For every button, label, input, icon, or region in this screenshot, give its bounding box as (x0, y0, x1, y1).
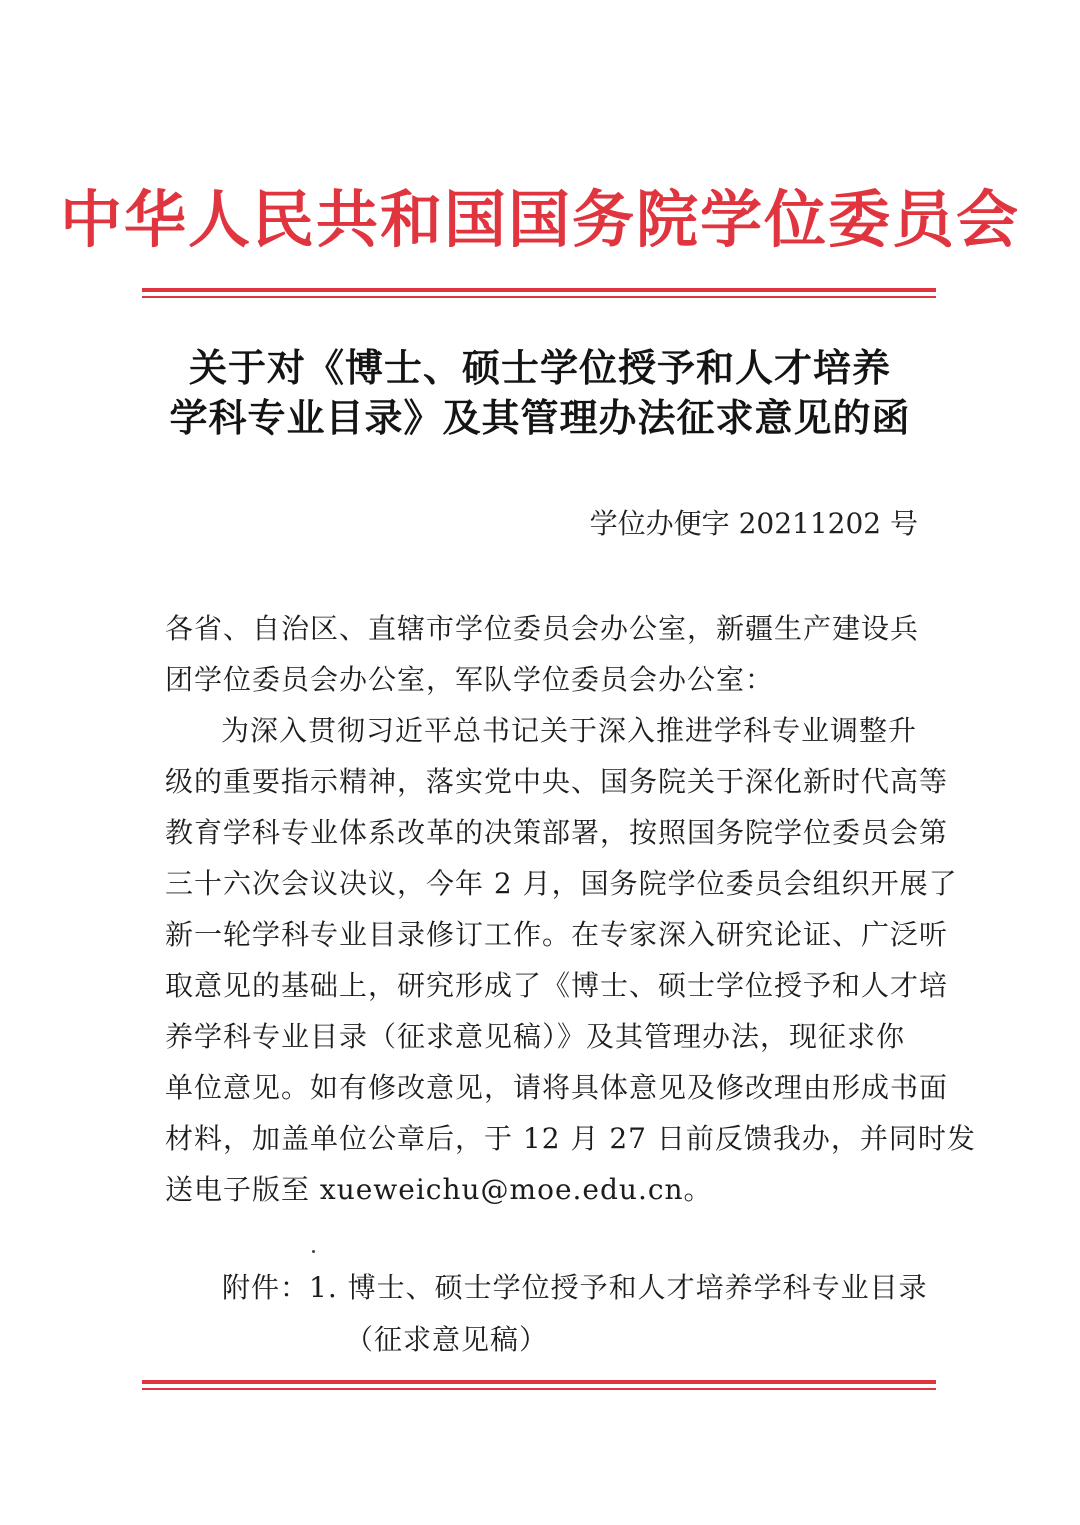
addressee-line: 团学位委员会办公室，军队学位委员会办公室： (165, 663, 775, 696)
body-line: 送电子版至 xueweichu@moe.edu.cn。 (165, 1173, 713, 1206)
body-paragraph (165, 705, 976, 1215)
red-rule-thin-line (142, 1388, 936, 1390)
header-red-rule (142, 288, 936, 298)
issuer-masthead: 中华人民共和国国务院学位委员会 (59, 183, 1020, 256)
body-line: 养学科专业目录（征求意见稿）》及其管理办法，现征求你 (165, 1020, 906, 1053)
body-line: 教育学科专业体系改革的决策部署，按照国务院学位委员会第 (165, 816, 949, 849)
body-line: 新一轮学科专业目录修订工作。在专家深入研究论证、广泛听 (165, 918, 949, 951)
red-rule-thick-line (142, 1380, 936, 1384)
document-number: 学位办便字 20211202 号 (589, 507, 918, 540)
body-line: 材料，加盖单位公章后，于 12 月 27 日前反馈我办，并同时发 (165, 1122, 976, 1155)
footer-red-rule (142, 1380, 936, 1390)
attachment-line-2: （征求意见稿） (345, 1323, 549, 1356)
red-rule-thin-line (142, 296, 936, 298)
attachment-line-1: 附件：1. 博士、硕士学位授予和人才培养学科专业目录 (222, 1271, 928, 1304)
body-line: 三十六次会议决议，今年 2 月，国务院学位委员会组织开展了 (165, 867, 958, 900)
body-line: 取意见的基础上，研究形成了《博士、硕士学位授予和人才培 (165, 969, 949, 1002)
body-line: 单位意见。如有修改意见，请将具体意见及修改理由形成书面 (165, 1071, 949, 1104)
document-title-line-2: 学科专业目录》及其管理办法征求意见的函 (169, 395, 911, 440)
addressee-block (165, 603, 925, 705)
addressee-line: 各省、自治区、直辖市学位委员会办公室，新疆生产建设兵 (165, 612, 920, 645)
document-title-line-1: 关于对《博士、硕士学位授予和人才培养 (188, 345, 891, 390)
scan-speck (312, 1250, 315, 1253)
red-rule-thick-line (142, 288, 936, 292)
body-line: 为深入贯彻习近平总书记关于深入推进学科专业调整升 (221, 714, 918, 747)
body-line: 级的重要指示精神，落实党中央、国务院关于深化新时代高等 (165, 765, 949, 798)
